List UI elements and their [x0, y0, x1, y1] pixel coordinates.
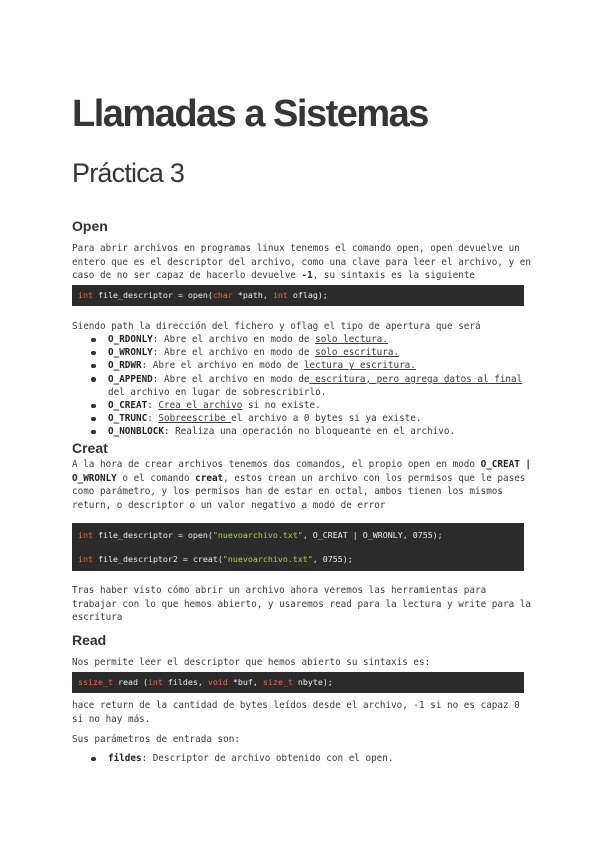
creat-bold: creat [195, 472, 224, 484]
flag-underlined: solo escritura. [315, 347, 400, 359]
read-intro: Nos permite leer el descriptor que hemos abierto su sintaxis es: [72, 657, 431, 668]
read-params-list [72, 752, 532, 765]
code-token: "nuevoarchivo.txt" [222, 554, 313, 564]
code-token: int [78, 290, 93, 300]
code-block-read [72, 672, 524, 693]
flag-underlined: Sobreescribe [158, 413, 232, 425]
list-item [72, 752, 532, 765]
code-token: file_descriptor2 = creat( [93, 554, 223, 564]
code-token: ssize_t [78, 677, 113, 687]
flag-name: O_CREAT [108, 400, 148, 412]
list-item [72, 412, 532, 425]
code-token: oflag); [287, 290, 328, 300]
list-item [72, 399, 532, 412]
code-token: file_descriptor = open( [93, 290, 213, 300]
list-item [72, 346, 532, 359]
list-item [72, 333, 532, 346]
code-token: *path, [232, 290, 273, 300]
flag-name: O_RDWR [108, 360, 142, 372]
flag-underlined: solo lectura. [315, 334, 388, 345]
open-intro-text: Para abrir archivos en programas linux tenemos el comando open, open devuelve un entero que es el descriptor del archivo, como una clave para leer el archivo, y en caso de no ser capaz de hacerlo devuelve [72, 243, 531, 282]
heading-open: Open [72, 218, 108, 234]
flag-text: : [147, 413, 159, 425]
flag-text-tail: el archivo a 0 bytes si ya existe. [231, 413, 422, 425]
creat-text: , estos crean un archivo con los permisos que le pases como parámetro, y los permisos han de estar en octal, ambos tienen los mismos return, o descriptor o un valor negativo a modo de error [72, 472, 526, 511]
flag-name: O_NONBLOCK [108, 426, 164, 438]
open-intro-tail: , su sintaxis es la siguiente [312, 270, 476, 282]
open-intro-bold: -1 [301, 270, 313, 282]
code-token: size_t [262, 677, 293, 687]
list-item [72, 359, 532, 372]
code-token: file_descriptor = open( [93, 530, 213, 540]
code-token: "nuevoarchivo.txt" [212, 530, 303, 540]
creat-text: A la hora de crear archivos tenemos dos comandos, el propio open en modo [72, 459, 481, 470]
code-token: void [207, 677, 228, 687]
heading-creat: Creat [72, 440, 108, 456]
heading-read: Read [72, 632, 107, 648]
code-token: fildes, [162, 677, 208, 687]
code-block-creat [72, 523, 524, 571]
code-token: , O_CREAT | O_WRONLY, 0755); [302, 530, 443, 540]
param-name: fildes [108, 753, 142, 764]
code-block-open [72, 285, 524, 306]
code-token: read ( [112, 677, 148, 687]
page-subtitle: Práctica 3 [72, 158, 185, 188]
open-flags-list [72, 333, 532, 439]
creat-paragraph [72, 458, 532, 512]
flag-text: : Realiza una operación no bloqueante en el archivo. [163, 426, 456, 438]
page-title: Llamadas a Sistemas [72, 93, 428, 135]
flag-underlined: escritura, pero agrega datos al final [309, 373, 523, 385]
read-params-intro: Sus parámetros de entrada son: [72, 734, 240, 745]
creat-after: Tras haber visto cómo abrir un archivo ahora veremos las herramientas para trabajar con lo que hemos abierto, y usaremos read para la lectura y write para la escritura [72, 585, 531, 624]
flag-text: : Abre el archivo en modo de [152, 334, 316, 345]
code-token: , 0755); [312, 554, 353, 564]
code-token: *buf, [227, 677, 263, 687]
code-line [78, 554, 353, 564]
flag-text: : Abre el archivo en modo de [152, 347, 316, 359]
flag-underlined: lectura y escritura. [303, 360, 416, 372]
code-token: int [78, 530, 93, 540]
flag-name: O_RDONLY [108, 334, 153, 345]
code-token: nbyte); [292, 677, 333, 687]
read-return: hace return de la cantidad de bytes leídos desde el archivo, -1 si no es capaz 0 si no hay más. [72, 700, 520, 725]
param-desc: : Descriptor de archivo obtenido con el open. [141, 753, 394, 764]
flag-name: O_TRUNC [108, 413, 148, 425]
flag-underlined: Crea el archivo [158, 400, 243, 412]
code-token: int [147, 677, 163, 687]
open-intro [72, 242, 532, 283]
flag-text-tail: si no existe. [242, 400, 321, 412]
flag-text: : Abre el archivo en modo de [152, 373, 310, 385]
code-token: int [78, 554, 93, 564]
open-after: Siendo path la dirección del fichero y oflag el tipo de apertura que será [72, 321, 481, 332]
creat-text: o el comando [116, 472, 196, 484]
code-token: int [272, 290, 288, 300]
list-item [72, 425, 532, 438]
flag-text: : Abre el archivo en modo de [141, 360, 304, 372]
creat-bold: O_CREAT | O_WRONLY [72, 459, 531, 484]
flag-name: O_APPEND [108, 373, 153, 385]
flag-text-tail: del archivo en lugar de sobrescribirlo. [108, 386, 327, 398]
code-token: char [212, 290, 233, 300]
flag-name: O_WRONLY [108, 347, 153, 359]
list-item [72, 373, 532, 399]
code-line [78, 530, 443, 540]
flag-text: : [147, 400, 159, 412]
